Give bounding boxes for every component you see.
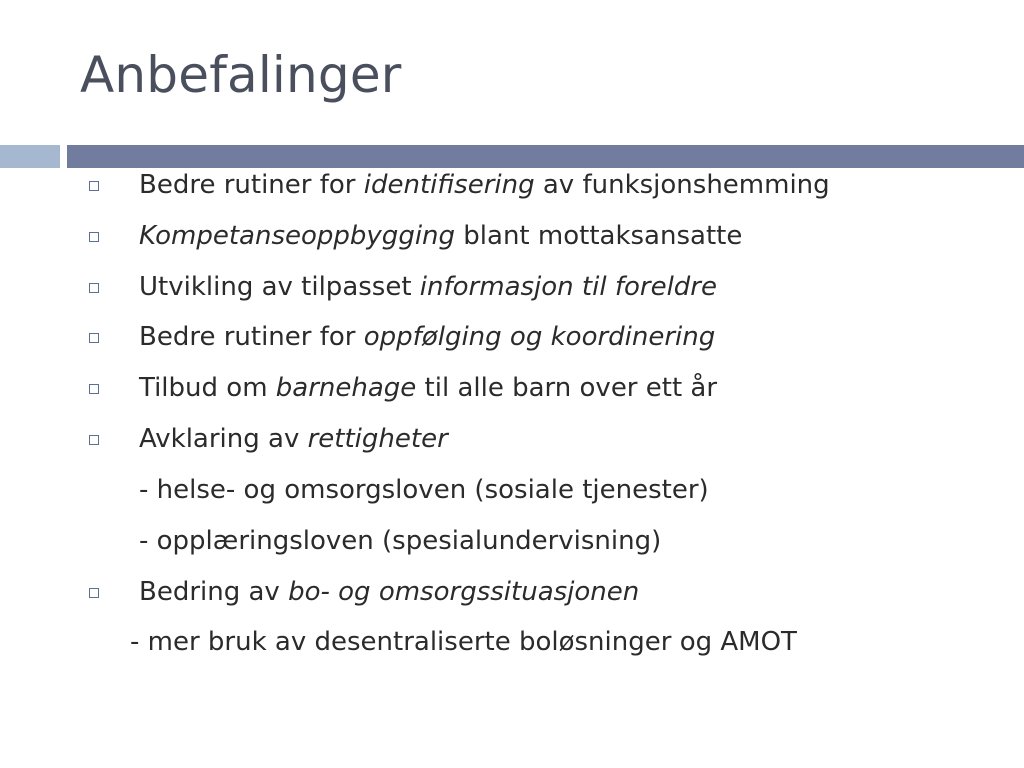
sub-item [0, 625, 1024, 659]
text-run: til alle barn over ett år [416, 373, 718, 403]
slide-title: Anbefalinger [80, 46, 402, 104]
text-run: Tilbud om [139, 373, 276, 403]
italic-text-run: oppfølging og koordinering [363, 322, 716, 352]
text-run: Avklaring av [139, 424, 308, 454]
italic-text-run: bo- og omsorgssituasjonen [288, 577, 640, 607]
accent-bar-left [0, 145, 60, 168]
accent-bar-main [67, 145, 1024, 168]
square-bullet-icon [89, 283, 99, 293]
square-bullet-icon [89, 384, 99, 394]
bullet-text [139, 422, 448, 456]
text-run: Bedre rutiner for [139, 322, 364, 352]
sub-item [0, 524, 1024, 558]
sub-item-text: - helse- og omsorgsloven (sosiale tjenester) [139, 475, 709, 505]
bullet-text [139, 219, 742, 253]
text-run: Utvikling av tilpasset [139, 272, 420, 302]
sub-item-text: - mer bruk av desentraliserte boløsninger og AMOT [130, 627, 797, 657]
text-run: Bedre rutiner for [139, 170, 364, 200]
bullet-item [0, 575, 1024, 609]
text-run: Bedring av [139, 577, 289, 607]
bullet-text [139, 168, 830, 202]
text-run: av funksjonshemming [534, 170, 830, 200]
bullet-item [0, 320, 1024, 354]
sub-item [0, 473, 1024, 507]
bullet-text [139, 320, 715, 354]
bullet-item [0, 371, 1024, 405]
square-bullet-icon [89, 232, 99, 242]
italic-text-run: Kompetanseoppbygging [139, 221, 456, 251]
bullet-item [0, 219, 1024, 253]
bullet-item [0, 270, 1024, 304]
bullet-text [139, 270, 717, 304]
italic-text-run: identifisering [363, 170, 535, 200]
square-bullet-icon [89, 435, 99, 445]
italic-text-run: barnehage [275, 373, 417, 403]
square-bullet-icon [89, 588, 99, 598]
sub-item-text: - opplæringsloven (spesialundervisning) [139, 526, 662, 556]
square-bullet-icon [89, 181, 99, 191]
bullet-item [0, 168, 1024, 202]
bullet-text [139, 575, 639, 609]
italic-text-run: rettigheter [307, 424, 448, 454]
square-bullet-icon [89, 333, 99, 343]
bullet-item [0, 422, 1024, 456]
bullet-text [139, 371, 717, 405]
italic-text-run: informasjon til foreldre [419, 272, 717, 302]
text-run: blant mottaksansatte [455, 221, 743, 251]
